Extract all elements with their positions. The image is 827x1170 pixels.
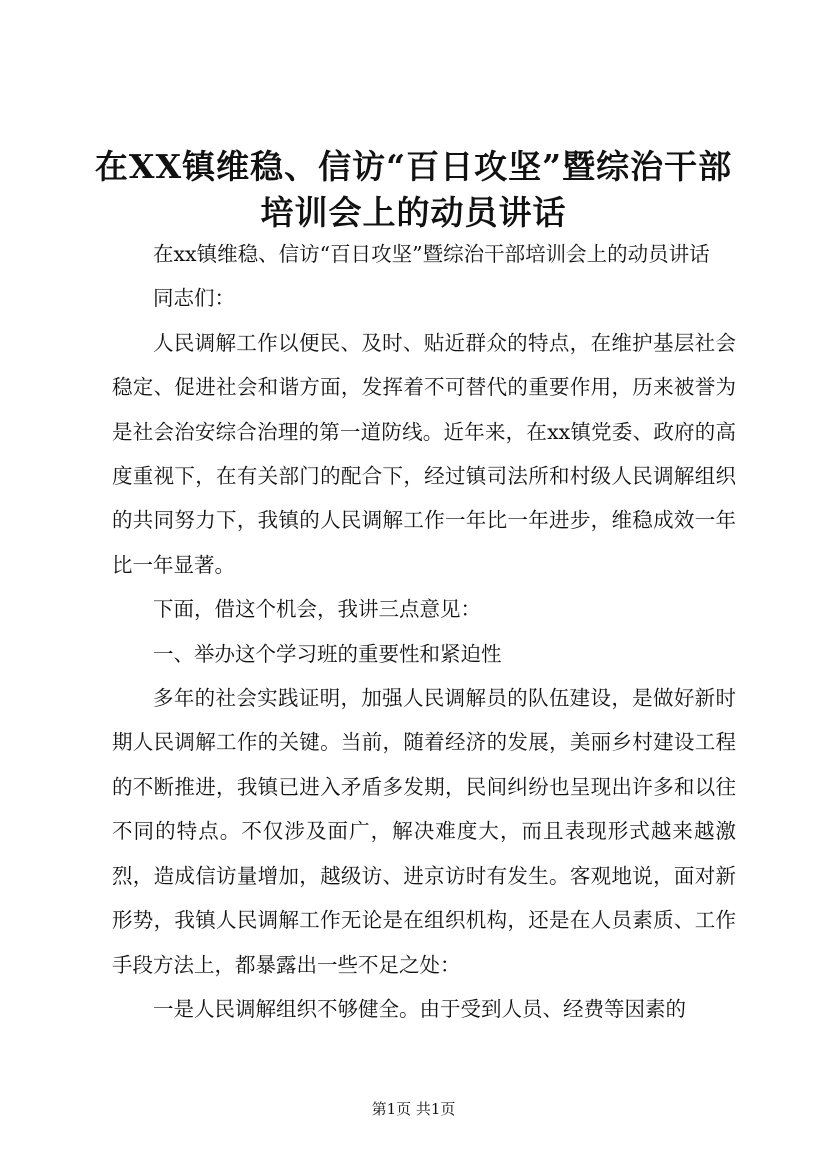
paragraph-salutation: 同志们： [153, 286, 235, 311]
paragraph-subtitle: 在xx镇维稳、信访“百日攻坚”暨综治干部培训会上的动员讲话 [153, 242, 710, 266]
document-title-line-1: 在XX镇维稳、信访“百日攻坚”暨综治干部 [94, 147, 733, 186]
paragraph-section-1: 多年的社会实践证明，加强人民调解员的队伍建设，是做好新时期人民调解工作的关键。当前，随着经济的发展，美丽乡村建设工程的不断推进，我镇已进入矛盾多发期，民间纠纷也呈现出许多和以往不同的特点。不仅涉及面广，解决难度大，而且表现形式越来越激烈，造成信访量增加，越级访、进京访时有发生。客观地说，面对新形势，我镇人民调解工作无论是在组织机构，还是在人员素质、工作手段方法上，都暴露出一些不足之处： [112, 686, 736, 977]
paragraph-point-1: 一是人民调解组织不够健全。由于受到人员、经费等因素的 [153, 996, 686, 1021]
document-body [112, 232, 736, 1031]
document-title-line-2: 培训会上的动员讲话 [260, 193, 567, 232]
paragraph-transition: 下面，借这个机会，我讲三点意见： [153, 597, 481, 622]
section-heading-1: 一、举办这个学习班的重要性和紧迫性 [153, 641, 502, 666]
paragraph-intro: 人民调解工作以便民、及时、贴近群众的特点，在维护基层社会稳定、促进社会和谐方面，发挥着不可替代的重要作用，历来被誉为是社会治安综合治理的第一道防线。近年来，在xx镇党委、政府的高度重视下，在有关部门的配合下，经过镇司法所和村级人民调解组织的共同努力下，我镇的人民调解工作一年比一年进步，维稳成效一年比一年显著。 [112, 330, 736, 577]
page-footer: 第1页 共1页 [371, 1100, 456, 1118]
